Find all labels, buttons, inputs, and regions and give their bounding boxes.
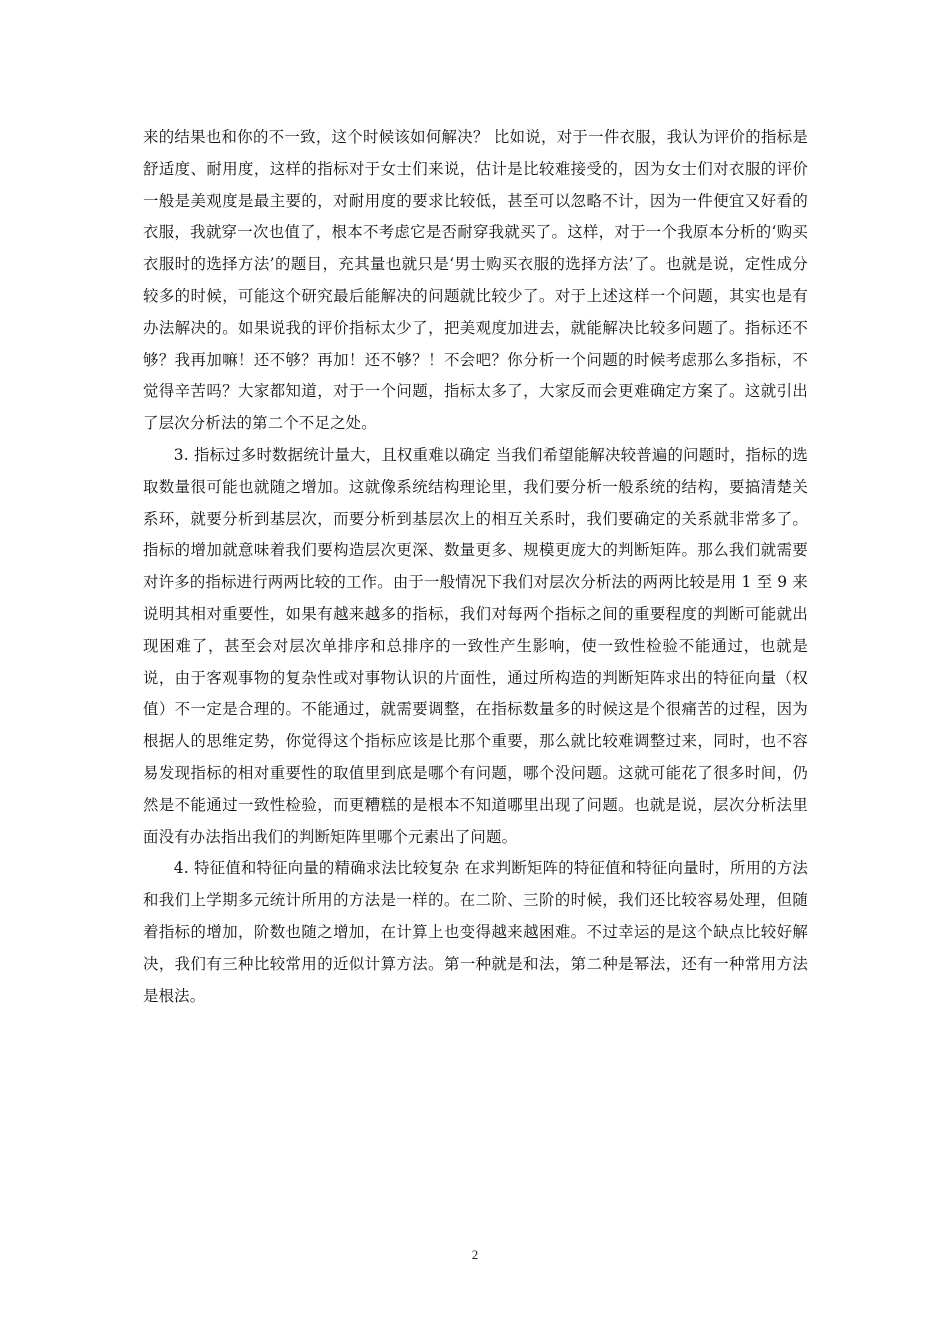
paragraph-continued: 来的结果也和你的不一致，这个时候该如何解决？ 比如说，对于一件衣服，我认为评价的指标是舒适度、耐用度，这样的指标对于女士们来说，估计是比较难接受的，因为女士们对衣服的评价一般是美观度是最主要的，对耐用度的要求比较低，甚至可以忽略不计，因为一件便宜又好看的衣服，我就穿一次也值了，根本不考虑它是否耐穿我就买了。这样，对于一个我原本分析的‘购买衣服时的选择方法’的题目，充其量也就只是‘男士购买衣服的选择方法’了。也就是说，定性成分较多的时候，可能这个研究最后能解决的问题就比较少了。对于上述这样一个问题，其实也是有办法解决的。如果说我的评价指标太少了，把美观度加进去，就能解决比较多问题了。指标还不够？我再加嘛！还不够？再加！还不够？！不会吧？你分析一个问题的时候考虑那么多指标，不觉得辛苦吗？大家都知道，对于一个问题，指标太多了，大家反而会更难确定方案了。这就引出了层次分析法的第二个不足之处。 [143,128,808,433]
paragraph-point-4: 4. 特征值和特征向量的精确求法比较复杂 在求判断矩阵的特征值和特征向量时，所用的方法和我们上学期多元统计所用的方法是一样的。在二阶、三阶的时候，我们还比较容易处理，但随着指标的增加，阶数也随之增加，在计算上也变得越来越困难。不过幸运的是这个缺点比较好解决，我们有三种比较常用的近似计算方法。第一种就是和法，第二种是幂法，还有一种常用方法是根法。 [143,859,808,1005]
page-number: 2 [471,1247,479,1262]
document-body [143,122,808,1012]
paragraph-point-3: 3. 指标过多时数据统计量大，且权重难以确定 当我们希望能解决较普遍的问题时，指标的选取数量很可能也就随之增加。这就像系统结构理论里，我们要分析一般系统的结构，要搞清楚关系环，就要分析到基层次，而要分析到基层次上的相互关系时，我们要确定的关系就非常多了。指标的增加就意味着我们要构造层次更深、数量更多、规模更庞大的判断矩阵。那么我们就需要对许多的指标进行两两比较的工作。由于一般情况下我们对层次分析法的两两比较是用 1 至 9 来说明其相对重要性，如果有越来越多的指标，我们对每两个指标之间的重要程度的判断可能就出现困难了，甚至会对层次单排序和总排序的一致性产生影响，使一致性检验不能通过，也就是说，由于客观事物的复杂性或对事物认识的片面性，通过所构造的判断矩阵求出的特征向量（权值）不一定是合理的。不能通过，就需要调整，在指标数量多的时候这是个很痛苦的过程，因为根据人的思维定势，你觉得这个指标应该是比那个重要，那么就比较难调整过来，同时，也不容易发现指标的相对重要性的取值里到底是哪个有问题，哪个没问题。这就可能花了很多时间，仍然是不能通过一致性检验，而更糟糕的是根本不知道哪里出现了问题。也就是说，层次分析法里面没有办法指出我们的判断矩阵里哪个元素出了问题。 [143,445,808,846]
